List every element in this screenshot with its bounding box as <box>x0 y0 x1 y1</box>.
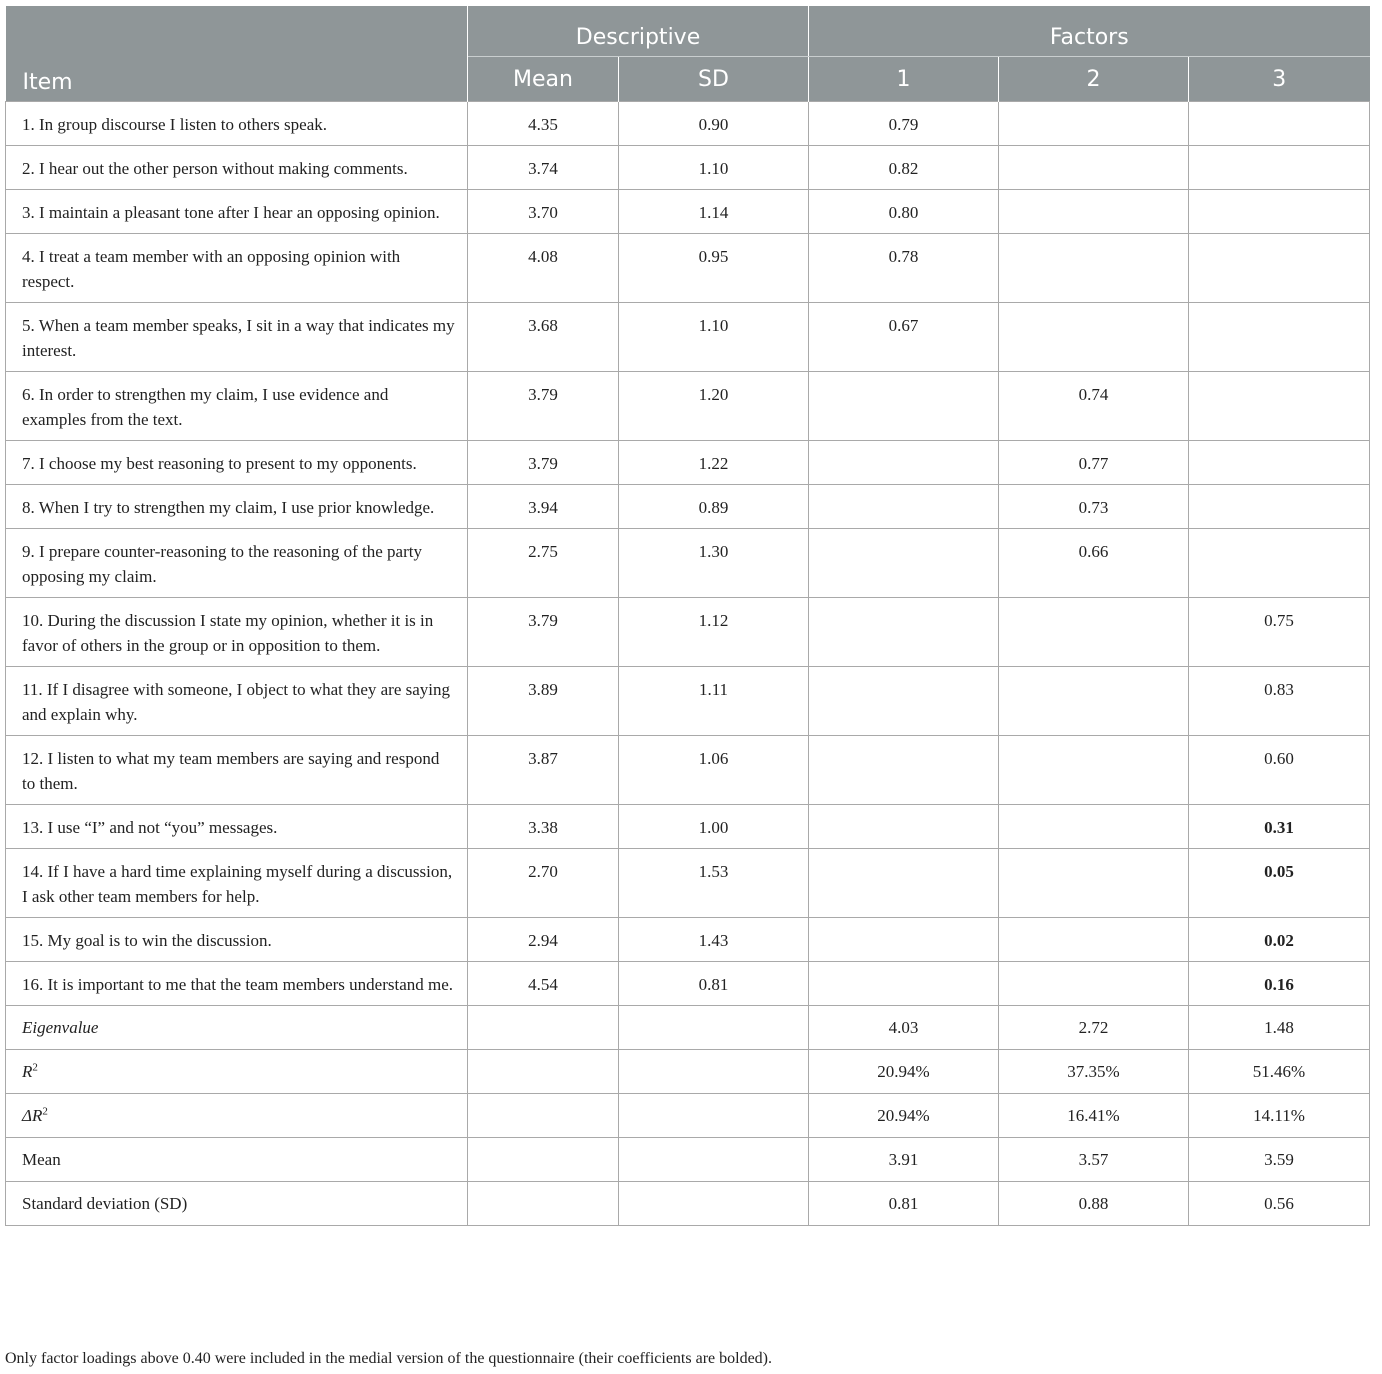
factor-2-cell: 0.73 <box>999 485 1189 529</box>
sd-cell <box>619 1050 809 1094</box>
factor-2-cell <box>999 849 1189 918</box>
summary-row-r-squared <box>6 1050 1370 1094</box>
factor-1-cell <box>809 529 999 598</box>
table-row <box>6 102 1370 146</box>
factor-2-cell <box>999 918 1189 962</box>
factor-2-cell: 0.74 <box>999 372 1189 441</box>
factor-2-cell: 37.35% <box>999 1050 1189 1094</box>
mean-cell <box>468 1050 619 1094</box>
factor-2-cell: 0.66 <box>999 529 1189 598</box>
table-row <box>6 598 1370 667</box>
factor-3-cell-bold: 0.16 <box>1189 962 1370 1006</box>
factor-2-cell: 0.88 <box>999 1182 1189 1226</box>
factor-3-cell <box>1189 372 1370 441</box>
factor-1-column-header: 1 <box>809 57 999 102</box>
sd-cell: 0.89 <box>619 485 809 529</box>
summary-row-delta-r-squared <box>6 1094 1370 1138</box>
sd-cell: 1.22 <box>619 441 809 485</box>
table-row <box>6 372 1370 441</box>
sd-cell: 0.95 <box>619 234 809 303</box>
table-row <box>6 441 1370 485</box>
factor-3-cell <box>1189 303 1370 372</box>
factor-3-cell: 0.75 <box>1189 598 1370 667</box>
r-squared-label-text: R <box>22 1062 33 1081</box>
mean-column-header: Mean <box>468 57 619 102</box>
sd-cell: 1.10 <box>619 146 809 190</box>
table-container <box>5 6 1369 1226</box>
mean-cell: 3.70 <box>468 190 619 234</box>
item-text: 13. I use “I” and not “you” messages. <box>6 805 468 849</box>
factor-1-cell <box>809 736 999 805</box>
mean-cell: 3.68 <box>468 303 619 372</box>
factor-3-cell: 14.11% <box>1189 1094 1370 1138</box>
table-row <box>6 962 1370 1006</box>
factor-1-cell: 0.78 <box>809 234 999 303</box>
summary-mean-label: Mean <box>6 1138 468 1182</box>
mean-cell: 2.70 <box>468 849 619 918</box>
mean-cell: 3.38 <box>468 805 619 849</box>
factor-2-cell <box>999 598 1189 667</box>
table-row <box>6 667 1370 736</box>
table-row <box>6 303 1370 372</box>
item-text: 1. In group discourse I listen to others speak. <box>6 102 468 146</box>
sd-cell <box>619 1094 809 1138</box>
factor-3-cell-bold: 0.02 <box>1189 918 1370 962</box>
item-text: 2. I hear out the other person without making comments. <box>6 146 468 190</box>
table-row <box>6 918 1370 962</box>
item-text: 16. It is important to me that the team members understand me. <box>6 962 468 1006</box>
factor-2-cell <box>999 234 1189 303</box>
table-row <box>6 146 1370 190</box>
summary-row-eigenvalue <box>6 1006 1370 1050</box>
factor-1-cell: 0.80 <box>809 190 999 234</box>
factor-1-cell: 0.79 <box>809 102 999 146</box>
factors-group-header: Factors <box>809 6 1370 57</box>
sd-cell: 1.11 <box>619 667 809 736</box>
factor-2-cell <box>999 190 1189 234</box>
mean-cell: 3.89 <box>468 667 619 736</box>
factor-3-cell-bold: 0.31 <box>1189 805 1370 849</box>
factor-1-cell: 0.67 <box>809 303 999 372</box>
table-body <box>6 102 1370 1226</box>
factor-3-cell <box>1189 146 1370 190</box>
item-text: 9. I prepare counter-reasoning to the reasoning of the party opposing my claim. <box>6 529 468 598</box>
factor-2-column-header: 2 <box>999 57 1189 102</box>
summary-row-sd <box>6 1182 1370 1226</box>
table-row <box>6 190 1370 234</box>
factor-3-cell <box>1189 234 1370 303</box>
table-row <box>6 849 1370 918</box>
table-row <box>6 805 1370 849</box>
factor-2-cell <box>999 303 1189 372</box>
r-squared-superscript: 2 <box>32 1061 38 1074</box>
factor-3-cell: 51.46% <box>1189 1050 1370 1094</box>
summary-sd-label: Standard deviation (SD) <box>6 1182 468 1226</box>
factor-3-cell <box>1189 485 1370 529</box>
summary-row-mean <box>6 1138 1370 1182</box>
factor-2-cell <box>999 962 1189 1006</box>
item-text: 7. I choose my best reasoning to present to my opponents. <box>6 441 468 485</box>
factor-3-column-header: 3 <box>1189 57 1370 102</box>
descriptive-group-header: Descriptive <box>468 6 809 57</box>
sd-cell: 1.06 <box>619 736 809 805</box>
factor-3-cell: 0.56 <box>1189 1182 1370 1226</box>
delta-r-squared-superscript: 2 <box>42 1105 48 1118</box>
sd-cell: 0.90 <box>619 102 809 146</box>
table-footnote: Only factor loadings above 0.40 were included in the medial version of the questionnaire (their coefficients are bolded). <box>5 1350 772 1367</box>
r-squared-label <box>6 1050 468 1094</box>
mean-cell: 3.79 <box>468 372 619 441</box>
sd-cell: 1.14 <box>619 190 809 234</box>
factor-1-cell <box>809 372 999 441</box>
factor-3-cell: 0.60 <box>1189 736 1370 805</box>
factor-1-cell <box>809 441 999 485</box>
factor-1-cell: 0.82 <box>809 146 999 190</box>
eigenvalue-label-text: Eigenvalue <box>22 1018 99 1037</box>
factor-1-cell <box>809 805 999 849</box>
delta-r-squared-label <box>6 1094 468 1138</box>
sd-cell: 0.81 <box>619 962 809 1006</box>
sd-cell <box>619 1138 809 1182</box>
item-text: 4. I treat a team member with an opposing opinion with respect. <box>6 234 468 303</box>
factor-1-cell <box>809 962 999 1006</box>
factor-1-cell <box>809 485 999 529</box>
table-row <box>6 736 1370 805</box>
item-text: 14. If I have a hard time explaining myself during a discussion, I ask other team members for help. <box>6 849 468 918</box>
sd-cell: 1.12 <box>619 598 809 667</box>
sd-column-header: SD <box>619 57 809 102</box>
table-row <box>6 529 1370 598</box>
item-text: 8. When I try to strengthen my claim, I use prior knowledge. <box>6 485 468 529</box>
factor-3-cell <box>1189 441 1370 485</box>
factor-3-cell-bold: 0.05 <box>1189 849 1370 918</box>
factor-1-cell: 4.03 <box>809 1006 999 1050</box>
factor-1-cell <box>809 667 999 736</box>
sd-cell: 1.00 <box>619 805 809 849</box>
item-text: 15. My goal is to win the discussion. <box>6 918 468 962</box>
sd-cell: 1.30 <box>619 529 809 598</box>
sd-cell <box>619 1006 809 1050</box>
mean-cell <box>468 1006 619 1050</box>
item-text: 11. If I disagree with someone, I object to what they are saying and explain why. <box>6 667 468 736</box>
sd-cell <box>619 1182 809 1226</box>
factor-2-cell <box>999 805 1189 849</box>
delta-r-squared-label-text: ΔR <box>22 1106 43 1125</box>
item-text: 6. In order to strengthen my claim, I use evidence and examples from the text. <box>6 372 468 441</box>
factor-1-cell: 0.81 <box>809 1182 999 1226</box>
mean-cell: 3.79 <box>468 598 619 667</box>
factor-2-cell <box>999 146 1189 190</box>
factor-1-cell: 20.94% <box>809 1094 999 1138</box>
eigenvalue-label <box>6 1006 468 1050</box>
mean-cell: 2.94 <box>468 918 619 962</box>
factor-3-cell <box>1189 529 1370 598</box>
mean-cell: 2.75 <box>468 529 619 598</box>
factor-1-cell <box>809 598 999 667</box>
mean-cell <box>468 1138 619 1182</box>
factor-2-cell: 3.57 <box>999 1138 1189 1182</box>
item-column-header: Item <box>6 6 468 102</box>
item-text: 10. During the discussion I state my opinion, whether it is in favor of others in the group or in opposition to them. <box>6 598 468 667</box>
factor-3-cell: 3.59 <box>1189 1138 1370 1182</box>
sd-cell: 1.53 <box>619 849 809 918</box>
factor-3-cell <box>1189 190 1370 234</box>
factor-2-cell: 0.77 <box>999 441 1189 485</box>
factor-analysis-table <box>5 6 1370 1226</box>
mean-cell <box>468 1182 619 1226</box>
factor-2-cell <box>999 736 1189 805</box>
mean-cell: 4.54 <box>468 962 619 1006</box>
sd-cell: 1.10 <box>619 303 809 372</box>
item-text: 12. I listen to what my team members are saying and respond to them. <box>6 736 468 805</box>
factor-2-cell: 2.72 <box>999 1006 1189 1050</box>
table-row <box>6 234 1370 303</box>
mean-cell: 3.74 <box>468 146 619 190</box>
mean-cell: 4.35 <box>468 102 619 146</box>
item-text: 5. When a team member speaks, I sit in a way that indicates my interest. <box>6 303 468 372</box>
factor-3-cell <box>1189 102 1370 146</box>
table-header <box>6 6 1370 102</box>
factor-1-cell: 20.94% <box>809 1050 999 1094</box>
factor-2-cell <box>999 667 1189 736</box>
factor-3-cell: 1.48 <box>1189 1006 1370 1050</box>
mean-cell <box>468 1094 619 1138</box>
mean-cell: 4.08 <box>468 234 619 303</box>
table-row <box>6 485 1370 529</box>
sd-cell: 1.43 <box>619 918 809 962</box>
factor-1-cell <box>809 918 999 962</box>
mean-cell: 3.94 <box>468 485 619 529</box>
mean-cell: 3.79 <box>468 441 619 485</box>
factor-2-cell: 16.41% <box>999 1094 1189 1138</box>
factor-3-cell: 0.83 <box>1189 667 1370 736</box>
mean-cell: 3.87 <box>468 736 619 805</box>
sd-cell: 1.20 <box>619 372 809 441</box>
factor-1-cell <box>809 849 999 918</box>
factor-1-cell: 3.91 <box>809 1138 999 1182</box>
factor-2-cell <box>999 102 1189 146</box>
item-text: 3. I maintain a pleasant tone after I hear an opposing opinion. <box>6 190 468 234</box>
